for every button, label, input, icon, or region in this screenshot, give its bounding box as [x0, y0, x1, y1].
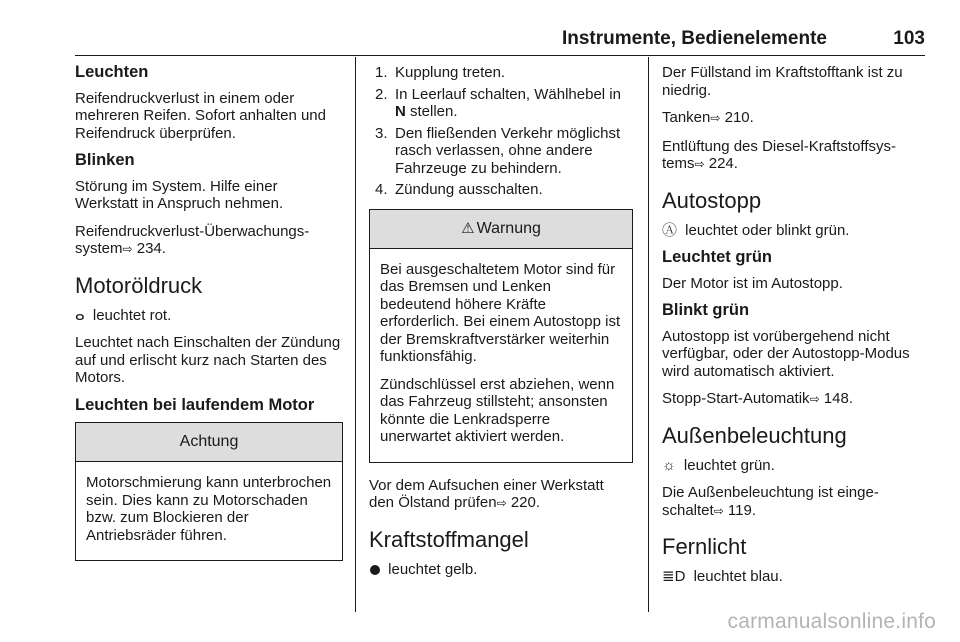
column-divider	[648, 57, 649, 612]
neutral-gear-label: N	[395, 103, 406, 120]
oil-text: Leuchtet nach Einschalten der Zündung auf und erlischt kurz nach Starten des Motors.	[75, 334, 341, 386]
caution-title: Achtung	[76, 423, 342, 462]
green-on-heading: Leuchtet grün	[662, 248, 772, 266]
oil-pressure-heading: Motoröldruck	[75, 272, 203, 298]
warning-paragraph-1: Bei ausgeschaltetem Motor sind für das Bremsen und Lenken bedeutend höhere Kräfte erforderlich. Bei einem Autostopp ist der Bremskraftverstärker weiterhin funktionsfähig.	[380, 260, 621, 365]
high-beam-lit-line: ≣D leuchtet blau.	[662, 568, 783, 585]
blinken-heading: Blinken	[75, 151, 135, 169]
warning-paragraph-2: Zündschlüssel erst abziehen, wenn das Fahrzeug stillsteht; ansonsten könnte die Lenkradsperre unerwartet aktiviert werden.	[380, 375, 615, 445]
list-item: 2. In Leerlauf schalten, Wählhebel in N stellen.	[375, 85, 621, 120]
oil-can-icon: ⴰ	[75, 306, 85, 324]
page-reference-link[interactable]: ⇨ 220.	[497, 494, 540, 511]
fuel-heading: Kraftstoffmangel	[369, 526, 529, 552]
green-on-text: Der Motor ist im Autostopp.	[662, 274, 843, 292]
leuchten-heading: Leuchten	[75, 63, 149, 81]
running-engine-heading: Leuchten bei laufendem Motor	[75, 395, 315, 414]
oil-lit-line	[75, 307, 343, 325]
warning-title: Warnung	[476, 219, 541, 237]
warning-triangle-icon: ⚠	[461, 219, 475, 237]
right-column	[662, 64, 930, 596]
tanken-paragraph: Tanken⇨ 210.	[662, 109, 930, 128]
exterior-paragraph: Die Außenbeleuchtung ist eingeschaltet⇨ 119.	[662, 484, 930, 520]
autostop-icon: Ⓐ	[662, 221, 678, 239]
header-divider	[75, 55, 925, 56]
page-reference-link[interactable]: ⇨ 210.	[710, 109, 753, 126]
startstop-paragraph: Stopp-Start-Automatik⇨ 148.	[662, 390, 930, 409]
list-item: 4. Zündung ausschalten.	[375, 181, 543, 198]
leuchten-text: Reifendruckverlust in einem oder mehreren Reifen. Sofort anhalten und Reifendruck überprüfen.	[75, 89, 326, 142]
list-item: 3. Den fließenden Verkehr möglichst rasch verlassen, ohne andere Fahrzeuge zu behindern.	[375, 124, 621, 177]
page-reference-link[interactable]: ⇨ 148.	[810, 390, 853, 407]
steps-list	[369, 64, 633, 199]
fuel-low-text: Der Füllstand im Kraftstofftank ist zu niedrig.	[662, 64, 903, 99]
page-reference-link[interactable]: ⇨ 224.	[695, 155, 738, 172]
warning-header	[370, 210, 632, 249]
left-column	[75, 64, 343, 571]
oil-lit-text: leuchtet rot.	[88, 306, 172, 324]
tpms-text: Reifendruckverlust-Überwachungssystem	[75, 222, 310, 257]
page-header	[75, 28, 925, 50]
list-item: 1. Kupplung treten.	[375, 64, 506, 81]
green-blink-text: Autostopp ist vorübergehend nicht verfügbar, oder der Autostopp-Modus wird automatisch aktiviert.	[662, 327, 910, 380]
blinken-text: Störung im System. Hilfe einer Werkstatt in Anspruch nehmen.	[75, 177, 284, 212]
section-title: Instrumente, Bedienelemente	[561, 28, 827, 49]
page-number: 103	[893, 28, 925, 49]
fuel-lit-line: leuchtet gelb.	[369, 561, 633, 579]
tpms-paragraph	[75, 223, 343, 259]
page-reference-link[interactable]: ⇨ 119.	[714, 502, 756, 519]
caution-text: Motorschmierung kann unterbrochen sein. Dies kann zu Motorschaden bzw. zum Blockieren der Antriebsräder führen.	[86, 474, 332, 544]
exterior-light-icon: ☼	[662, 456, 676, 474]
caution-box	[75, 422, 343, 561]
fuel-indicator-icon	[370, 565, 380, 575]
autostopp-heading: Autostopp	[662, 187, 762, 213]
watermark: carmanualsonline.info	[727, 610, 936, 633]
exterior-lights-heading: Außenbeleuchtung	[662, 422, 847, 448]
warning-box	[369, 209, 633, 463]
high-beam-icon: ≣D	[662, 568, 686, 585]
exterior-lit-line: ☼ leuchtet grün.	[662, 456, 775, 474]
green-blink-heading: Blinkt grün	[662, 301, 750, 319]
high-beam-heading: Fernlicht	[662, 534, 747, 559]
autostopp-lit-line: Ⓐ leuchtet oder blinkt grün.	[662, 221, 850, 239]
workshop-paragraph: Vor dem Aufsuchen einer Werkstatt den Ölstand prüfen⇨ 220.	[369, 477, 633, 513]
page-reference-link[interactable]: ⇨ 234.	[123, 240, 166, 257]
column-divider	[355, 57, 356, 612]
bleed-paragraph: Entlüftung des Diesel-Kraftstoffsystems⇨ 224.	[662, 138, 930, 174]
middle-column	[369, 64, 633, 588]
